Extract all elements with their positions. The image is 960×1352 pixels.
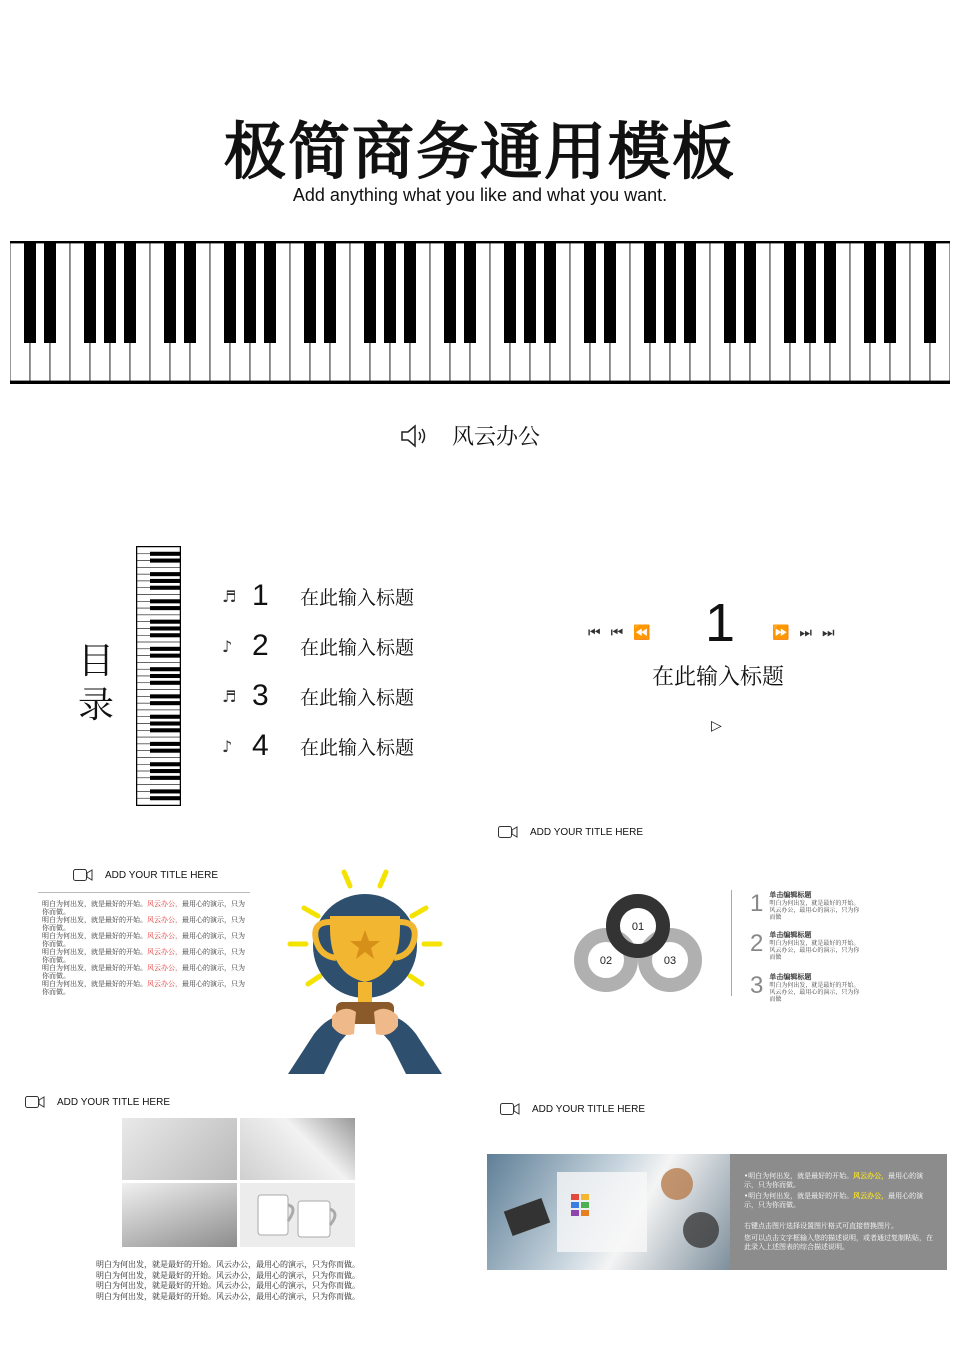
forward-controls-icon[interactable]: ⏩⏭⏭: [772, 625, 845, 641]
toc-item-3[interactable]: [222, 676, 414, 716]
trophy-paragraph: [42, 900, 246, 996]
note-2: 您可以点击文字框输入您的描述说明，或者通过复制粘贴，在此录入上述图表的综合描述说明。: [744, 1234, 933, 1251]
toc-item-1[interactable]: [222, 576, 414, 616]
step-title[interactable]: 单击编辑标题: [769, 891, 812, 899]
video-camera-icon: [500, 1103, 520, 1115]
toc-number: 1: [252, 579, 269, 612]
step-list: [750, 890, 865, 1012]
trophy-illustration: [284, 866, 446, 1076]
para-line: 明白为何出发，就是最好的开始。风云办公，最用心的演示，只为你而做。: [42, 964, 245, 980]
piano-keyboard: [10, 241, 950, 384]
para-line: 明白为何出发，就是最好的开始。风云办公，最用心的演示，只为你而做。: [42, 932, 245, 948]
step-item-1: [750, 890, 865, 930]
vertical-keyboard: [136, 546, 181, 806]
music-note-icon: ♬: [222, 586, 237, 606]
black-key: [104, 243, 116, 343]
black-key: [164, 243, 176, 343]
video-camera-icon: [25, 1096, 45, 1108]
circle-label-02: 02: [599, 955, 613, 967]
black-key: [224, 243, 236, 343]
black-key: [150, 701, 180, 705]
bullet-1: •明白为何出发，就是最好的开始。风云办公，最用心的演示，只为你而做。: [744, 1172, 924, 1189]
step-desc: 明白为何出发，就是最好的开始。风云办公，最用心的演示，只为你而做: [769, 940, 860, 961]
music-note-icon: ♬: [222, 686, 237, 706]
toc-label: 在此输入标题: [300, 686, 415, 709]
black-key: [724, 243, 736, 343]
video-camera-icon: [73, 869, 93, 881]
laptop-icon: [504, 1198, 550, 1236]
toc-number: 3: [252, 679, 269, 712]
black-key: [124, 243, 136, 343]
music-note-icon: ♪: [222, 636, 233, 656]
photo-desk: [240, 1118, 355, 1180]
slide-heading-text: ADD YOUR TITLE HERE: [532, 1103, 645, 1115]
photo-papers: [122, 1118, 237, 1180]
black-key: [784, 243, 796, 343]
slide-heading-photos: [25, 1096, 170, 1108]
step-desc: 明白为何出发，就是最好的开始。风云办公，最用心的演示，只为你而做: [769, 982, 860, 1003]
step-number: 1: [750, 890, 764, 917]
black-key: [184, 243, 196, 343]
cover-subtitle: Add anything what you like and what you want.: [292, 185, 668, 205]
para-line: 明白为何出发，就是最好的开始。风云办公，最用心的演示，只为你而做。: [96, 1260, 360, 1269]
black-key: [150, 620, 180, 624]
black-key: [744, 243, 756, 343]
black-key: [824, 243, 836, 343]
para-line: 明白为何出发，就是最好的开始。风云办公，最用心的演示，只为你而做。: [42, 980, 245, 996]
black-key: [150, 572, 180, 576]
black-key: [244, 243, 256, 343]
step-item-3: [750, 972, 865, 1012]
black-key: [404, 243, 416, 343]
black-key: [464, 243, 476, 343]
black-key: [150, 769, 180, 773]
black-key: [684, 243, 696, 343]
black-key: [150, 579, 180, 583]
black-key: [150, 647, 180, 651]
black-key: [304, 243, 316, 343]
black-key: [150, 599, 180, 603]
black-key: [264, 243, 276, 343]
toc-item-2[interactable]: [222, 626, 414, 666]
black-key: [864, 243, 876, 343]
black-key: [150, 762, 180, 766]
black-key: [24, 243, 36, 343]
toc-title: [74, 640, 118, 728]
play-icon[interactable]: ▷: [711, 718, 722, 734]
black-key: [664, 243, 676, 343]
step-title[interactable]: 单击编辑标题: [769, 931, 812, 939]
toc-label: 在此输入标题: [300, 736, 415, 759]
step-desc: 明白为何出发，就是最好的开始。风云办公，最用心的演示，只为你而做: [769, 900, 860, 921]
toc-label: 在此输入标题: [300, 586, 415, 609]
video-camera-icon: [498, 826, 518, 838]
step-number: 3: [750, 972, 764, 999]
piano-keys-graphic: [10, 243, 950, 381]
para-line: 明白为何出发，就是最好的开始。风云办公，最用心的演示，只为你而做。: [96, 1291, 360, 1301]
black-key: [644, 243, 656, 343]
black-key: [150, 749, 180, 753]
photo-team-meeting: [487, 1154, 730, 1270]
black-key: [150, 654, 180, 658]
photos-paragraph: [96, 1260, 396, 1302]
team-description-box: [730, 1154, 947, 1270]
toc-title-char-2: 录: [77, 685, 114, 726]
section-number: 1: [704, 593, 736, 653]
black-key: [524, 243, 536, 343]
black-key: [150, 552, 180, 556]
slide-heading-text: ADD YOUR TITLE HERE: [57, 1096, 170, 1108]
heading-underline: [38, 892, 250, 893]
black-key: [150, 674, 180, 678]
section-title: 在此输入标题: [651, 665, 784, 690]
slide-heading-team: [500, 1103, 645, 1115]
black-key: [150, 742, 180, 746]
black-key: [84, 243, 96, 343]
toc-number: 4: [252, 729, 269, 762]
meeting-table-graphic: [487, 1154, 730, 1270]
black-key: [804, 243, 816, 343]
black-key: [150, 694, 180, 698]
circle-diagram: [574, 892, 708, 994]
step-item-2: [750, 930, 865, 972]
circle-label-03: 03: [663, 955, 677, 967]
slide-heading-circles: [498, 826, 643, 838]
photo-books: [122, 1183, 237, 1247]
para-line: 明白为何出发，就是最好的开始。风云办公，最用心的演示，只为你而做。: [42, 948, 245, 964]
black-key: [150, 789, 180, 793]
bullet-2: •明白为何出发，就是最好的开始。风云办公，最用心的演示，只为你而做。: [744, 1192, 924, 1209]
black-key: [504, 243, 516, 343]
black-key: [584, 243, 596, 343]
toc-label: 在此输入标题: [300, 636, 415, 659]
para-line: 明白为何出发，就是最好的开始。风云办公，最用心的演示，只为你而做。: [96, 1270, 360, 1280]
black-key: [150, 721, 180, 725]
para-line: 明白为何出发，就是最好的开始。风云办公，最用心的演示，只为你而做。: [42, 900, 245, 916]
black-key: [924, 243, 936, 343]
black-key: [544, 243, 556, 343]
black-key: [44, 243, 56, 343]
para-line: 明白为何出发，就是最好的开始。风云办公，最用心的演示，只为你而做。: [42, 916, 245, 932]
brand-name: 风云办公: [452, 425, 541, 450]
black-key: [150, 715, 180, 719]
step-number: 2: [750, 930, 764, 957]
black-key: [324, 243, 336, 343]
black-key: [444, 243, 456, 343]
vertical-keys-graphic: [137, 547, 180, 805]
note-1: 右键点击图片选择设置图片格式可直接替换图片。: [744, 1222, 898, 1230]
black-key: [150, 586, 180, 590]
music-note-icon: ♪: [222, 736, 233, 756]
para-line: 明白为何出发，就是最好的开始。风云办公，最用心的演示，只为你而做。: [96, 1281, 360, 1290]
toc-item-4[interactable]: [222, 726, 414, 766]
toc-title-char-1: 目: [77, 641, 114, 682]
black-key: [150, 796, 180, 800]
black-key: [604, 243, 616, 343]
slide-heading-trophy: [73, 869, 218, 881]
black-key: [150, 626, 180, 630]
black-key: [364, 243, 376, 343]
black-key: [384, 243, 396, 343]
black-key: [150, 728, 180, 732]
black-key: [884, 243, 896, 343]
brand-row: [400, 420, 540, 451]
photo-cups: [240, 1183, 355, 1247]
black-key: [150, 776, 180, 780]
toc-number: 2: [252, 629, 269, 662]
coffee-cup-icon: [240, 1183, 355, 1247]
black-key: [150, 681, 180, 685]
speaker-icon: [400, 422, 430, 450]
black-key: [150, 559, 180, 563]
circle-label-01: 01: [631, 921, 645, 933]
rewind-controls-icon[interactable]: ⏮⏮⏪: [588, 625, 661, 641]
slide-heading-text: ADD YOUR TITLE HERE: [105, 869, 218, 881]
black-key: [150, 606, 180, 610]
step-title[interactable]: 单击编辑标题: [769, 973, 812, 981]
cover-title: 极简商务通用模板: [223, 115, 736, 188]
black-key: [150, 633, 180, 637]
slide-heading-text: ADD YOUR TITLE HERE: [530, 826, 643, 838]
black-key: [150, 667, 180, 671]
divider: [731, 890, 732, 996]
